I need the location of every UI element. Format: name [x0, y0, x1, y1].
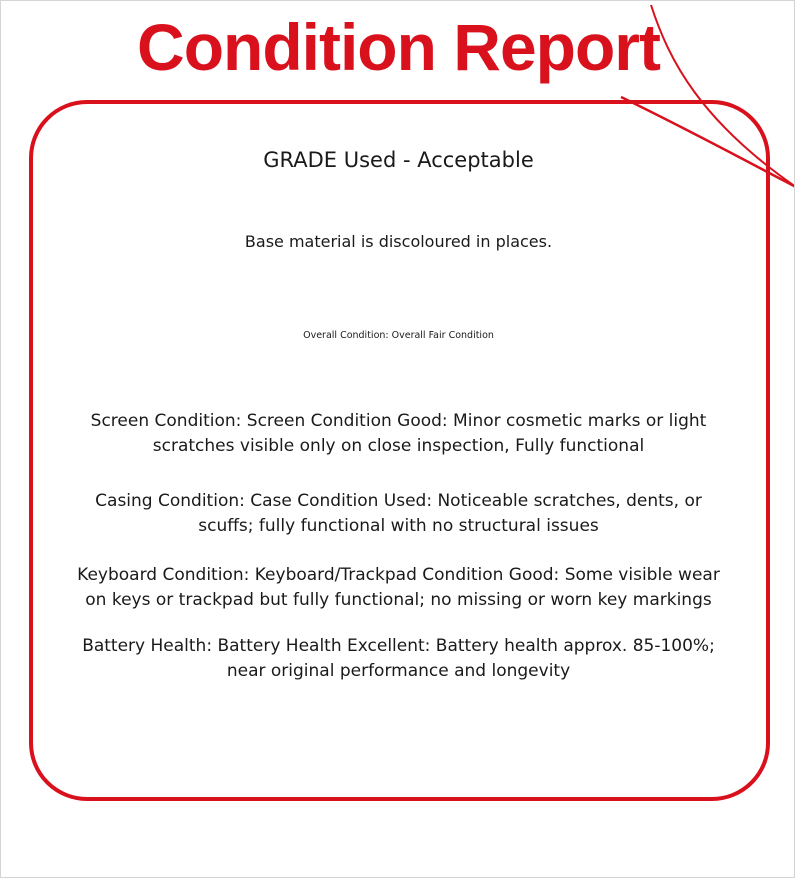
- keyboard-condition: [41, 563, 756, 613]
- casing-condition-line2: scuffs; fully functional with no structural issues: [198, 516, 599, 536]
- overall-condition: Overall Condition: Overall Fair Condition: [303, 330, 494, 341]
- keyboard-condition-line2: on keys or trackpad but fully functional; no missing or worn key markings: [85, 590, 712, 610]
- screen-condition: [41, 409, 756, 459]
- grade-heading: GRADE Used - Acceptable: [263, 148, 534, 172]
- casing-condition-line1: Casing Condition: Case Condition Used: Noticeable scratches, dents, or: [95, 491, 702, 511]
- screen-condition-line2: scratches visible only on close inspection, Fully functional: [152, 436, 645, 456]
- battery-health-line2: near original performance and longevity: [226, 661, 571, 681]
- page-title: Condition Report: [137, 10, 660, 84]
- battery-health-line1: Battery Health: Battery Health Excellent: Battery health approx. 85-100%;: [82, 636, 715, 656]
- keyboard-condition-line1: Keyboard Condition: Keyboard/Trackpad Condition Good: Some visible wear: [77, 565, 720, 585]
- screen-condition-line1: Screen Condition: Screen Condition Good: Minor cosmetic marks or light: [90, 411, 707, 431]
- casing-condition: [41, 489, 756, 539]
- condition-note: Base material is discoloured in places.: [244, 232, 553, 251]
- battery-health: [41, 634, 756, 684]
